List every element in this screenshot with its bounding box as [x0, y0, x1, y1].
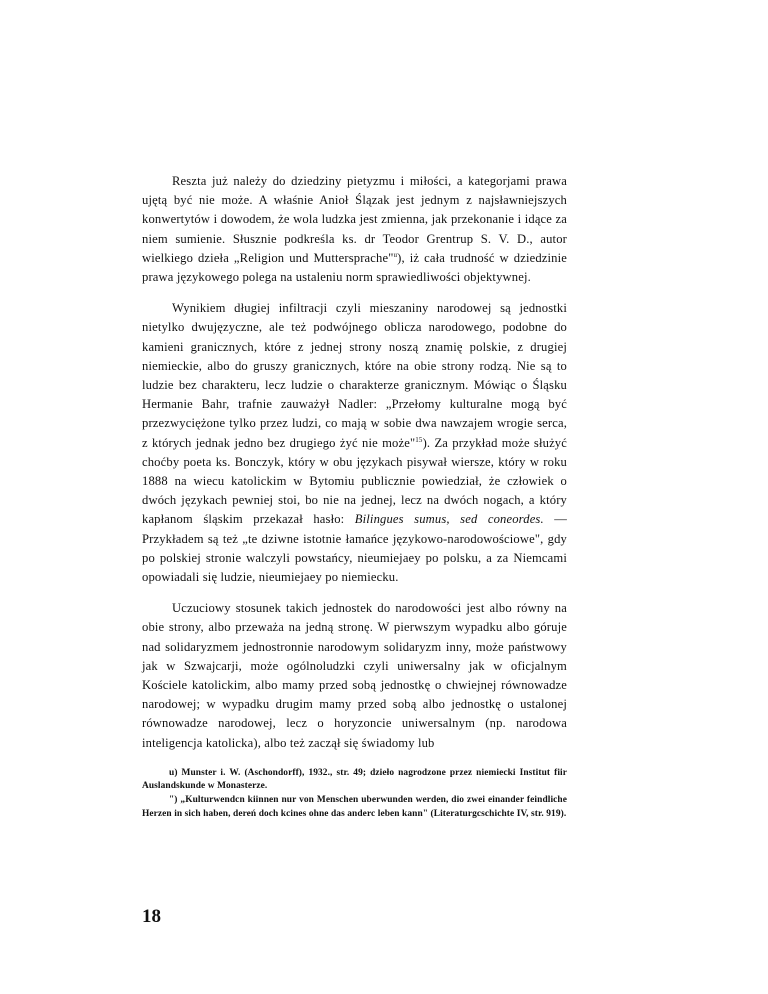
text-run: Wynikiem długiej infiltracji czyli mieszaniny narodowej są jednostki nietylko dwujęzyczne, ale też podwójnego oblicza narodowego, podobne do kamieni granicznych, które z jednej strony noszą znamię polskie, z drugiej niemieckie, albo do gruszy granicznych, które na obie strony rodzą. Nie są to ludzie bez charakteru, lecz ludzie o charakterze granicznym. Mówiąc o Śląsku Hermanie Bahr, trafnie zauważył Nadler: „Przełomy kulturalne mogą być przezwyciężone tylko przez ludzi, co mają w sobie dwa nawzajem wrogie serca, z których jednak jedno bez drugiego żyć nie może"	[142, 301, 567, 450]
page-number: 18	[142, 906, 161, 927]
text-run: Uczuciowy stosunek takich jednostek do narodowości jest albo równy na obie strony, albo przeważa na jedną stronę. W pierwszym wypadku albo góruje nad solidaryzmem jednostronnie narodowym solidaryzm inny, może państwowy jak w Szwajcarji, może ogólnoludzki czyli uniwersalny jak w oficjalnym Kościele katolickim, albo mamy przed sobą jednostkę o chwiejnej równowadze narodowej; w wypadku drugim mamy przed sobą albo jednostkę o ustalonej równowadze narodowej, lecz o horyzoncie uniwersalnym (np. narodowa inteligencja katolicka), albo też zaczął się świadomy lub	[142, 601, 567, 750]
paragraph	[142, 299, 567, 587]
text-run: — Przykładem są też „te dziwne istotnie łamańce językowo-narodowościowe", gdy po polskiej stronie walczyli powstańcy, nieumiejaey po polsku, a za Niemcami opowiadali się ludzie, nieumiejaey po niemiecku.	[142, 512, 567, 585]
text-run: ), iż cała trudność w dziedzinie prawa językowego polega na ustaleniu norm sprawiedliwości objektywnej.	[142, 250, 568, 285]
paragraph	[142, 599, 567, 753]
main-text	[142, 172, 567, 753]
footnote: ") „Kulturwendcn kiinnen nur von Menschen uberwunden werden, dio zwei einander feindliche Herzen in sich haben, dereń doch kcines ohne das anderc leben kann" (Literaturgcschichte IV, str. 919).	[142, 795, 567, 819]
page-body	[142, 172, 567, 821]
paragraph	[142, 172, 567, 287]
footnote-reference: u	[393, 250, 398, 259]
text-run: ). Za przykład może służyć choćby poeta ks. Bonczyk, który w obu językach pisywał wiersze, który w roku 1888 na wiecu katolickim w Bytomiu publicznie powiedział, że człowiek o dwóch językach pewniej stoi, bo nie na jednej, lecz na dwóch nogach, a który kapłanom śląskim przekazał hasło:	[142, 435, 567, 527]
footnote-reference: 15	[415, 435, 423, 444]
italic-text: Bilingues sumus, sed coneordes.	[354, 512, 544, 527]
footnotes	[142, 767, 567, 821]
footnote: u) Munster i. W. (Aschondorff), 1932., str. 49; dzieło nagrodzone przez niemiecki Institut fiir Auslandskunde w Monasterze.	[142, 767, 567, 792]
text-run: Reszta już należy do dziedziny pietyzmu i miłości, a kategorjami prawa ujętą być nie może. A właśnie Anioł Ślązak jest jednym z najsławniejszych konwertytów i dowodem, że wola ludzka jest zmienna, jak przekonanie i idące za niem sumienie. Słusznie podkreśla ks. dr Teodor Grentrup S. V. D., autor wielkiego dzieła „Religion und Muttersprache"	[142, 174, 567, 265]
